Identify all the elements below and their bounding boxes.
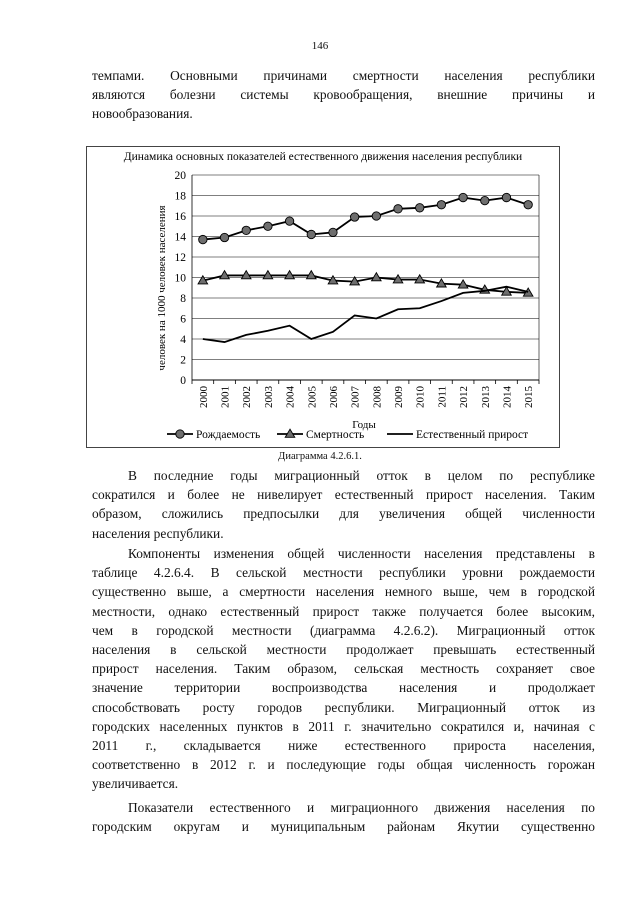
y-tick-label: 12 xyxy=(174,252,186,264)
chart-xlabel: Годы xyxy=(352,419,376,431)
text-line: сократился и более не нивелирует естественный прирост населения. Таким xyxy=(92,487,595,503)
point-marker xyxy=(372,212,380,220)
x-tick-label: 2007 xyxy=(349,386,362,408)
x-tick-label: 2009 xyxy=(393,386,406,408)
point-marker xyxy=(524,201,532,209)
text-line: Показатели естественного и миграционного движения населения по xyxy=(128,800,595,815)
point-marker xyxy=(307,230,315,238)
chart-ylabel: человек на 1000 человек населения xyxy=(156,205,168,371)
legend-label: Естественный прирост xyxy=(416,429,529,441)
y-tick-label: 8 xyxy=(180,293,186,305)
line-chart xyxy=(87,147,559,447)
x-tick-label: 2012 xyxy=(458,386,471,408)
y-tick-label: 16 xyxy=(174,211,186,223)
y-tick-label: 10 xyxy=(174,272,186,285)
paragraph xyxy=(92,544,595,794)
x-tick-label: 2001 xyxy=(219,386,232,408)
series-line-2 xyxy=(203,287,528,342)
chart-frame xyxy=(86,146,560,448)
x-tick-label: 2014 xyxy=(501,386,514,408)
x-tick-label: 2002 xyxy=(241,386,254,408)
text-line: существенно выше, а смертности населения немного выше, чем в городской xyxy=(92,584,595,600)
legend-label: Смертность xyxy=(306,429,365,441)
y-tick-label: 0 xyxy=(180,375,186,387)
page-number: 146 xyxy=(311,40,329,52)
chart-title: Динамика основных показателей естественного движения населения республики xyxy=(123,151,523,163)
paragraph xyxy=(92,466,595,543)
point-marker xyxy=(372,273,382,281)
text-line: В последние годы миграционный отток в целом по республике xyxy=(128,468,595,483)
x-tick-label: 2000 xyxy=(197,386,210,408)
point-marker xyxy=(502,193,510,201)
series-line-1 xyxy=(203,275,528,292)
y-tick-label: 6 xyxy=(180,313,186,326)
chart-caption: Диаграмма 4.2.6.1. xyxy=(278,451,362,462)
paragraph xyxy=(92,66,595,124)
point-marker xyxy=(437,201,445,209)
text-line: таблице 4.2.6.4. В сельской местности республики уровни рождаемости xyxy=(92,565,595,581)
text-line: городских населенных пунктов в 2011 г. значительно сократился и, начиная с xyxy=(92,718,595,734)
text-line: новообразования. xyxy=(92,106,193,122)
y-tick-label: 20 xyxy=(174,170,186,182)
point-marker xyxy=(350,213,358,221)
text-line: увеличивается. xyxy=(92,776,179,792)
paragraph xyxy=(92,798,595,836)
text-line: способствовать росту городов республики. Миграционный отток из xyxy=(92,699,595,715)
x-tick-label: 2006 xyxy=(327,386,340,408)
x-tick-label: 2003 xyxy=(262,386,275,408)
text-line: Компоненты изменения общей численности населения представлены в xyxy=(128,546,595,561)
y-tick-label: 4 xyxy=(180,334,186,346)
x-tick-label: 2008 xyxy=(371,386,384,408)
text-line: 2011 г., складывается ниже естественного прироста населения, xyxy=(92,738,595,754)
text-line: соответственно в 2012 г. и последующие годы общая численность горожан xyxy=(92,757,595,773)
point-marker xyxy=(329,228,337,236)
point-marker xyxy=(242,226,250,234)
point-marker xyxy=(394,205,402,213)
text-line: темпами. Основными причинами смертности населения республики xyxy=(92,68,595,83)
legend-marker xyxy=(176,430,184,438)
text-line: прирост населения. Таким образом, сельская местность сохраняет свое xyxy=(92,661,595,677)
text-line: населения республики. xyxy=(92,525,224,541)
x-tick-label: 2004 xyxy=(284,386,297,408)
text-line: являются болезни системы кровообращения, внешние причины и xyxy=(92,87,595,103)
x-tick-label: 2010 xyxy=(414,386,427,408)
x-tick-label: 2013 xyxy=(479,386,492,408)
y-tick-label: 18 xyxy=(174,190,186,203)
point-marker xyxy=(199,235,207,243)
point-marker xyxy=(285,217,293,225)
series-line-0 xyxy=(203,198,528,240)
text-line: значение территории воспроизводства населения и продолжает xyxy=(92,680,595,696)
text-line: местности, однако естественный прирост также получается более высоким, xyxy=(92,603,595,619)
point-marker xyxy=(264,222,272,230)
y-tick-label: 2 xyxy=(180,354,186,367)
x-tick-label: 2011 xyxy=(436,386,449,408)
x-tick-label: 2015 xyxy=(523,386,536,408)
point-marker xyxy=(459,193,467,201)
y-tick-label: 14 xyxy=(174,231,186,244)
legend-label: Рождаемость xyxy=(196,429,261,441)
point-marker xyxy=(481,196,489,204)
text-line: чем в городской местности (диаграмма 4.2.6.2). Миграционный отток xyxy=(92,622,595,638)
point-marker xyxy=(220,233,228,241)
text-line: населения в сельской местности продолжает превышать естественный xyxy=(92,642,595,658)
text-line: образом, сложились предпосылки для увеличения общей численности xyxy=(92,506,595,522)
text-line: городским округам и муниципальным районам Якутии существенно xyxy=(92,819,595,835)
point-marker xyxy=(416,204,424,212)
x-tick-label: 2005 xyxy=(306,386,319,408)
